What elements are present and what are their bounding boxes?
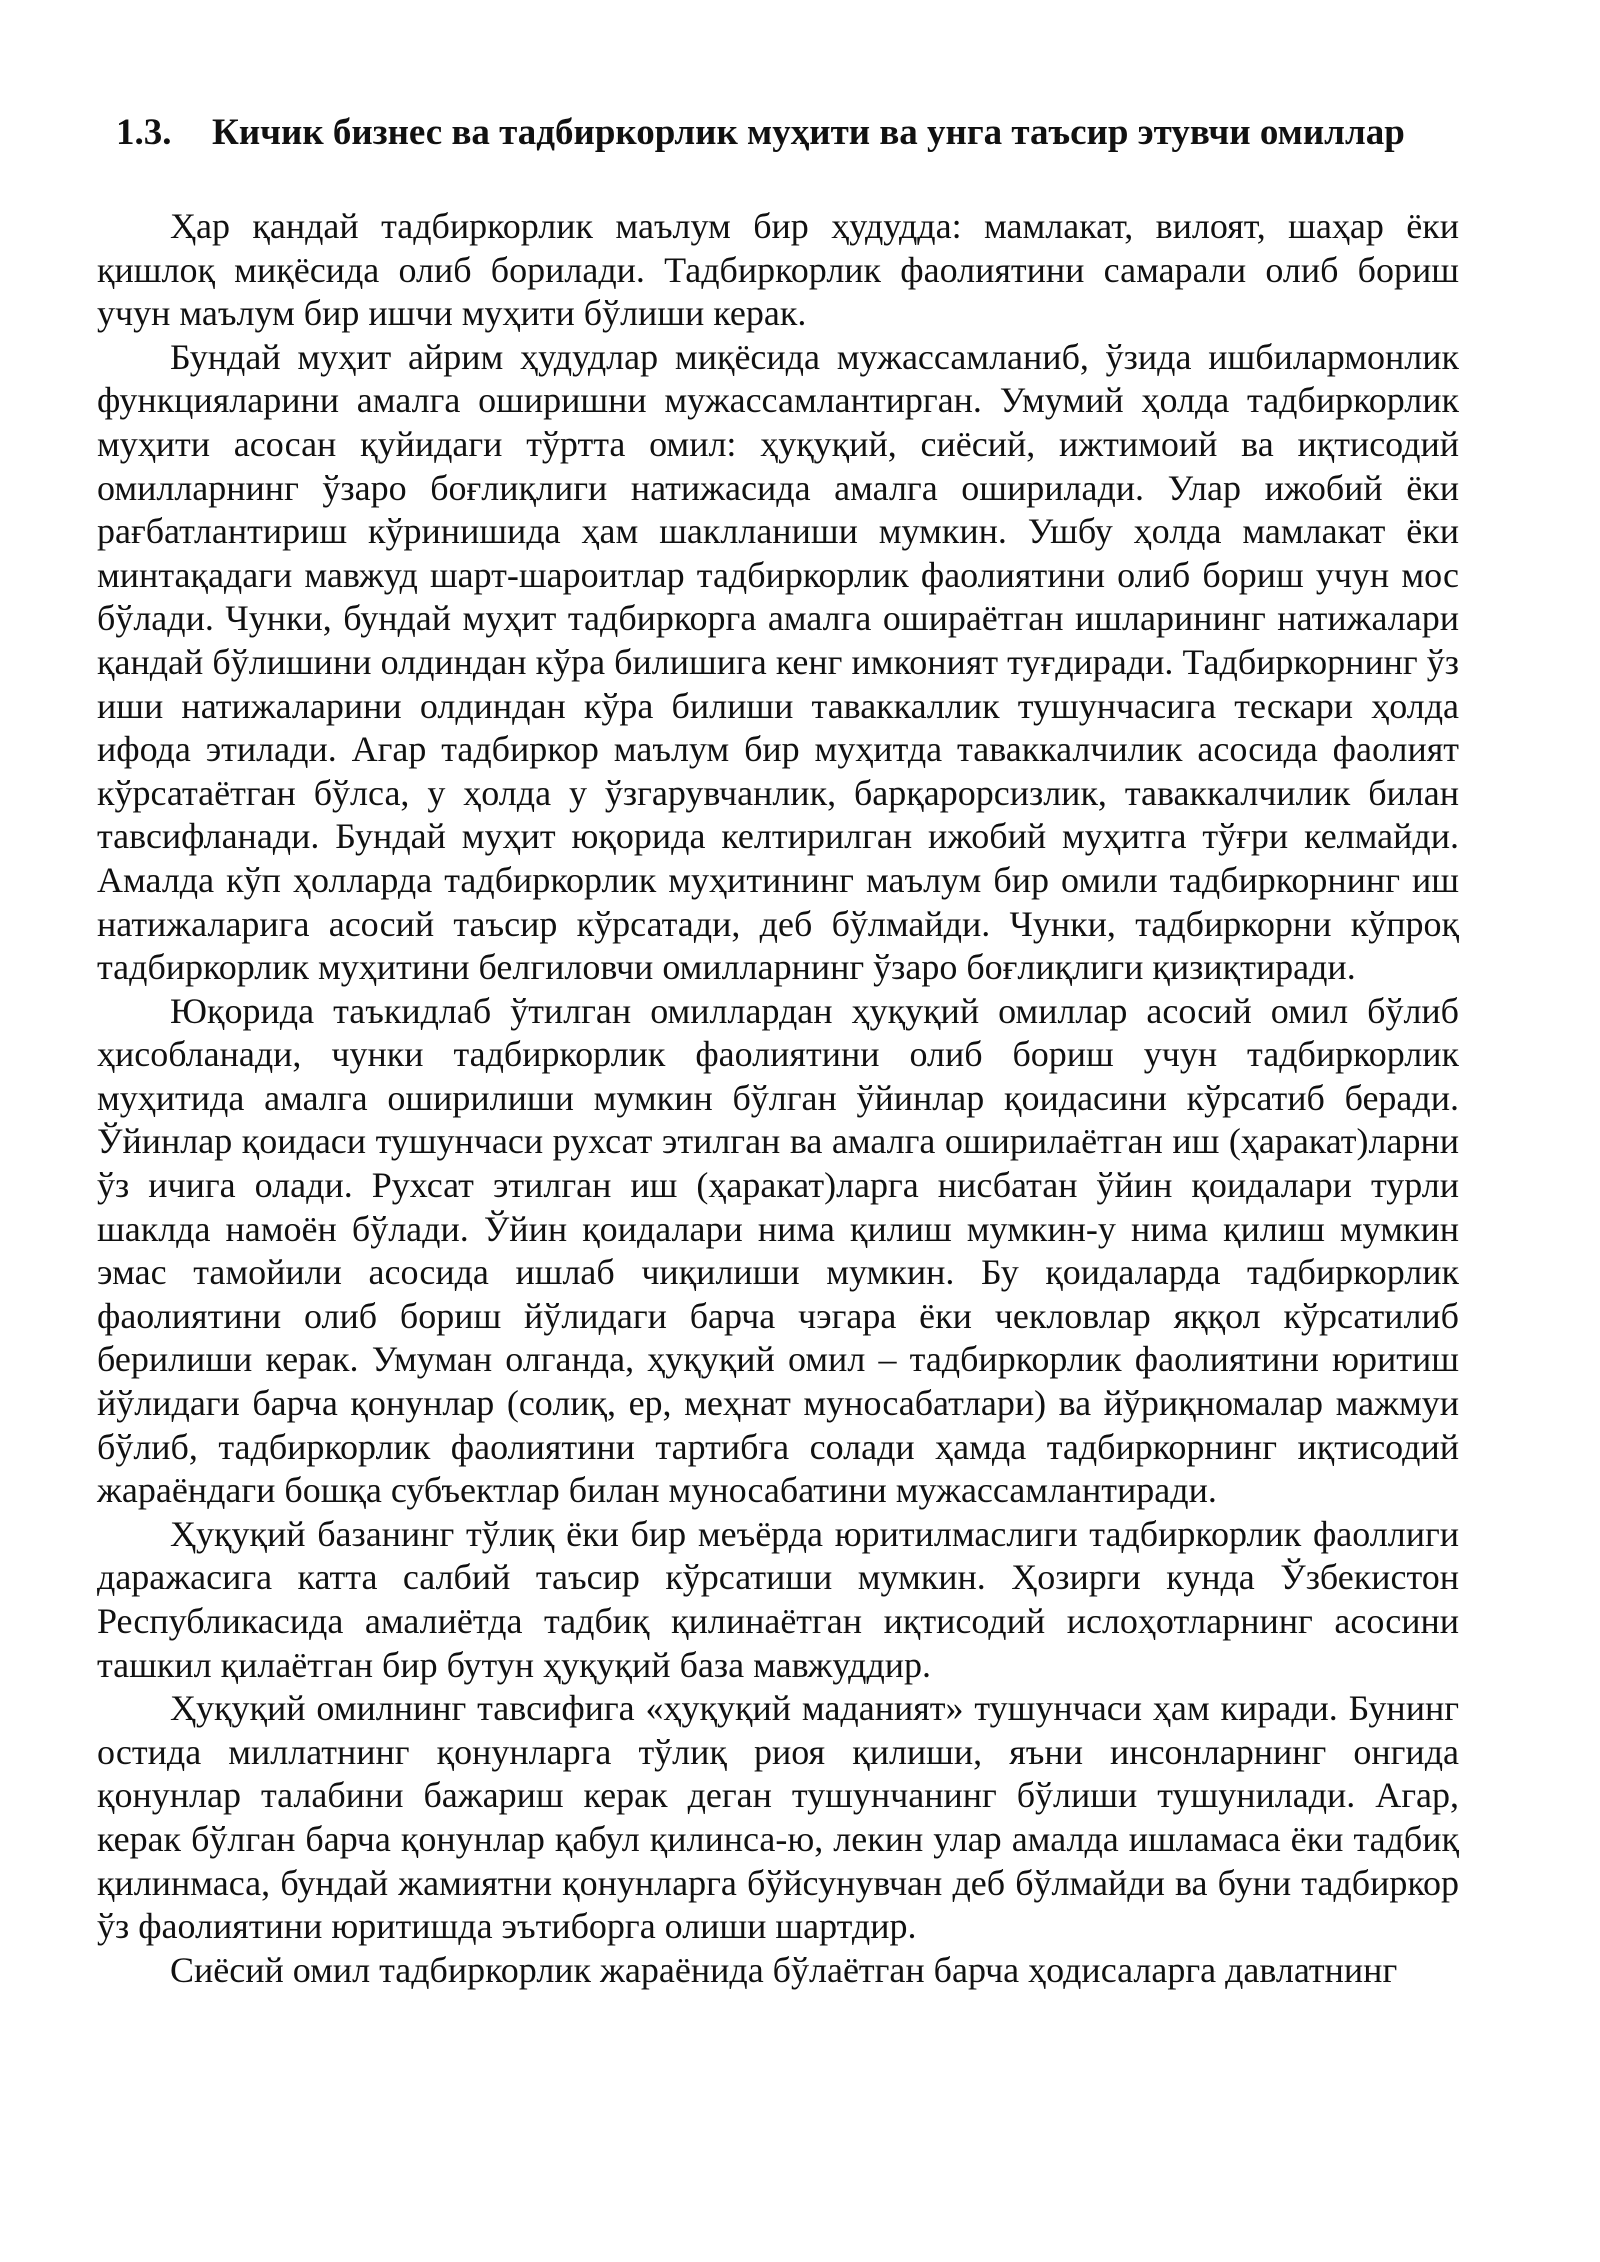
paragraph: Юқорида таъкидлаб ўтилган омиллардан ҳуқуқий омиллар асосий омил бўлиб ҳисобланади, чунки тадбиркорлик фаолиятини олиб бориш учун тадбиркорлик муҳитида амалга оширилиши мумкин бўлган ўйинлар қоидасини кўрсатиб беради. Ўйинлар қоидаси тушунчаси рухсат этилган ва амалга оширилаётган иш (ҳаракат)ларни ўз ичига олади. Рухсат этилган иш (ҳаракат)ларга нисбатан ўйин қоидалари турли шаклда намоён бўлади. Ўйин қоидалари нима қилиш мумкин-у нима қилиш мумкин эмас тамойили асосида ишлаб чиқилиши мумкин. Бу қоидаларда тадбиркорлик фаолиятини олиб бориш йўлидаги барча чэгара ёки чекловлар яққол кўрсатилиб берилиши керак. Умуман олганда, ҳуқуқий омил – тадбиркорлик фаолиятини юритиш йўлидаги барча қонунлар (солиқ, ер, меҳнат муносабатлари) ва йўриқномалар мажмуи бўлиб, тадбиркорлик фаолиятини тартибга солади ҳамда тадбиркорнинг иқтисодий жараёндаги бошқа субъектлар билан муносабатини мужассамлантиради. [97, 990, 1459, 1511]
document-page [97, 111, 1459, 1992]
paragraph: Ҳар қандай тадбиркорлик маълум бир ҳудудда: мамлакат, вилоят, шаҳар ёки қишлоқ миқёсида олиб борилади. Тадбиркорлик фаолиятини самарали олиб бориш учун маълум бир ишчи муҳити бўлиши керак. [97, 206, 1459, 334]
paragraph: Сиёсий омил тадбиркорлик жараёнида бўлаётган барча ҳодисаларга давлатнинг [170, 1949, 1398, 1990]
paragraph: Бундай муҳит айрим ҳудудлар миқёсида мужассамланиб, ўзида ишбилармонлик функцияларини амалга оширишни мужассамлантирган. Умумий ҳолда тадбиркорлик муҳити асосан қуйидаги тўртта омил: ҳуқуқий, сиёсий, ижтимоий ва иқтисодий омилларнинг ўзаро боғлиқлиги натижасида амалга оширилади. Улар ижобий ёки рағбатлантириш кўринишида ҳам шаклланиши мумкин. Ушбу ҳолда мамлакат ёки минтақадаги мавжуд шарт-шароитлар тадбиркорлик фаолиятини олиб бориш учун мос бўлади. Чунки, бундай муҳит тадбиркорга амалга ошираётган ишларининг натижалари қандай бўлишини олдиндан кўра билишига кенг имконият туғдиради. Тадбиркорнинг ўз иши натижаларини олдиндан кўра билиши таваккаллик тушунчасига тескари ҳолда ифода этилади. Агар тадбиркор маълум бир муҳитда таваккалчилик асосида фаолият кўрсатаётган бўлса, у ҳолда у ўзгарувчанлик, барқарорсизлик, таваккалчилик билан тавсифланади. Бундай муҳит юқорида келтирилган ижобий муҳитга тўғри келмайди. Амалда кўп ҳолларда тадбиркорлик муҳитининг маълум бир омили тадбиркорнинг иш натижаларига асосий таъсир кўрсатади, деб бўлмайди. Чунки, тадбиркорни кўпроқ тадбиркорлик муҳитини белгиловчи омилларнинг ўзаро боғлиқлиги қизиқтиради. [97, 336, 1459, 988]
section-heading [116, 111, 1459, 155]
paragraph: Ҳуқуқий омилнинг тавсифига «ҳуқуқий маданият» тушунчаси ҳам киради. Бунинг остида миллатнинг қонунларга тўлиқ риоя қилиши, яъни инсонларнинг онгида қонунлар талабини бажариш керак деган тушунчанинг бўлиши тушунилади. Агар, керак бўлган барча қонунлар қабул қилинса-ю, лекин улар амалда ишламаса ёки тадбиқ қилинмаса, бундай жамиятни қонунларга бўйсунувчан деб бўлмайди ва буни тадбиркор ўз фаолиятини юритишда эътиборга олиши шартдир. [97, 1688, 1459, 1947]
paragraph: Ҳуқуқий базанинг тўлиқ ёки бир меъёрда юритилмаслиги тадбиркорлик фаоллиги даражасига катта салбий таъсир кўрсатиши мумкин. Ҳозирги кунда Ўзбекистон Республикасида амалиётда тадбиқ қилинаётган иқтисодий ислоҳотларнинг асосини ташкил қилаётган бир бутун ҳуқуқий база мавжуддир. [97, 1513, 1459, 1685]
section-title: Кичик бизнес ва тадбиркорлик муҳити ва унга таъсир этувчи омиллар [212, 112, 1405, 153]
section-number: 1.3. [116, 112, 172, 153]
